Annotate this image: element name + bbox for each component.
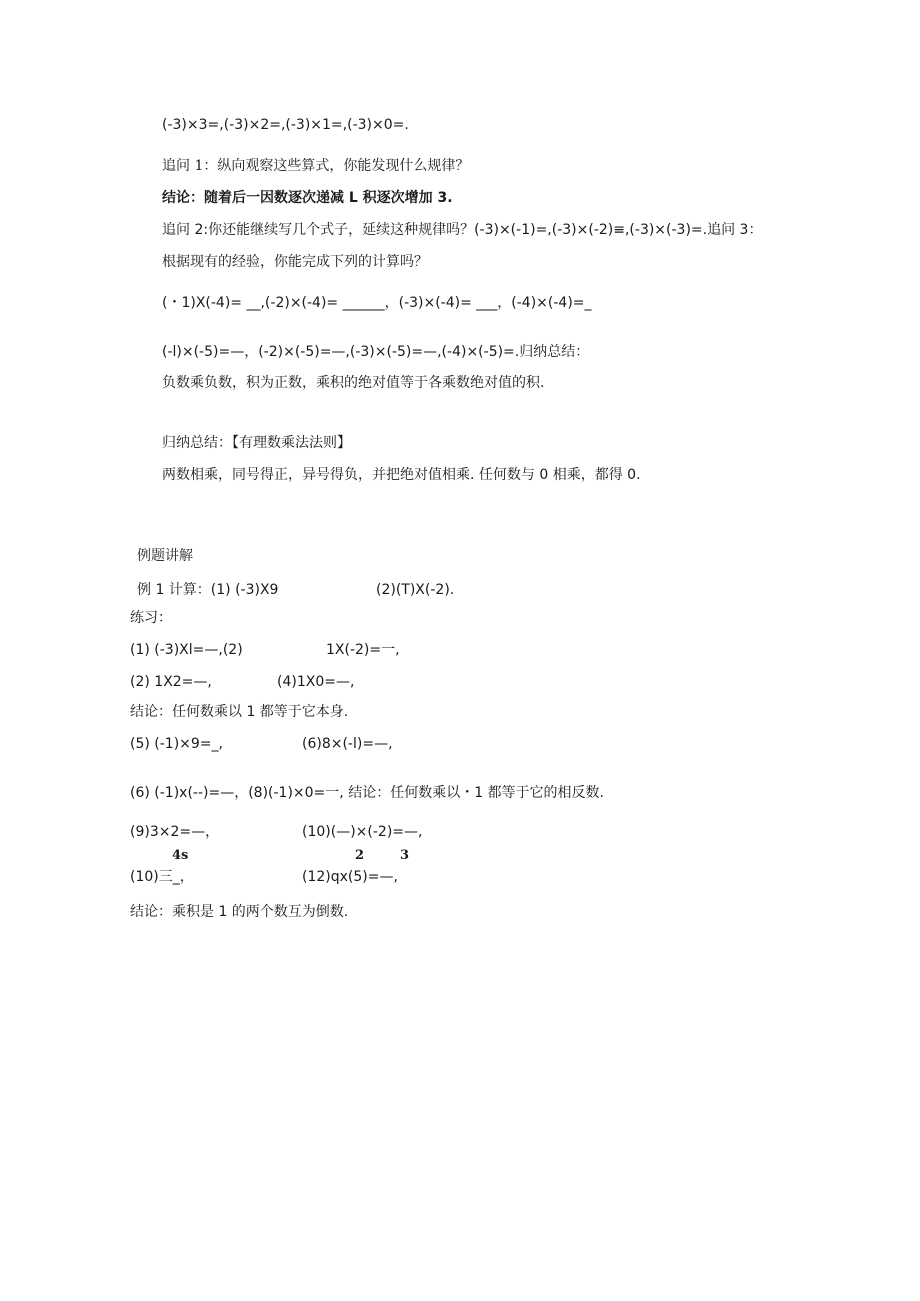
rule-negative-times-negative: 负数乘负数，积为正数，乘积的绝对值等于各乘数绝对值的积. [162,375,545,391]
practice-5: (5) (-1)×9=_, [130,736,223,752]
conclusion-1: 结论：随着后一因数逐次递减 L 积逐次增加 3. [162,190,453,206]
follow-up-question-3: 根据现有的经验，你能完成下列的计算吗？ [162,254,428,270]
fraction-denominator: 4s [172,848,189,863]
conclusion-reciprocal: 结论：乘积是 1 的两个数互为倒数. [130,904,349,920]
summary-heading: 归纳总结：【有理数乘法法则】 [162,435,351,451]
practice-6: (6)8×(-l)=—, [302,736,393,752]
fraction-denominator: 3 [400,848,410,863]
follow-up-question-2: 追问 2:你还能继续写几个式子，延续这种规律吗？(-3)×(-1)=,(-3)×(-2)≡,(-3)×(-3)=.追问 3： [162,222,763,238]
practice-heading: 练习： [130,610,172,626]
exercise-line-1: (・1)X(-4)= __,(-2)×(-4)= ______，(-3)×(-4)= ___，(-4)×(-4)=_ [162,295,592,311]
example-heading: 例题讲解 [137,548,193,564]
practice-12: (12)qx(5)=—, [302,869,398,885]
practice-9: (9)3×2=—， [130,824,220,840]
multiplication-rule: 两数相乘，同号得正，异号得负，并把绝对值相乘. 任何数与 0 相乘，都得 0. [162,467,641,483]
practice-3: (2) 1X2=—, [130,674,212,690]
practice-7-8-conclusion: (6) (-1)x(--)=—，(8)(-1)×0=一, 结论：任何数乘以・1 都等于它的相反数. [130,785,604,801]
example-1-part-1: 例 1 计算：(1) (-3)X9 [137,582,279,598]
practice-1: (1) (-3)Xl=—,(2) [130,642,243,658]
practice-4: (4)1X0=—, [277,674,355,690]
practice-11: (10)三_， [130,869,194,885]
exercise-line-2: (-l)×(-5)=—，(-2)×(-5)=—,(-3)×(-5)=—,(-4)×(-5)=.归纳总结： [162,344,590,360]
fraction-denominator: 2 [355,848,365,863]
practice-2: 1X(-2)=一, [326,642,400,658]
example-1-part-2: (2)(T)X(-2). [376,582,455,598]
equation-line-1: (-3)×3=,(-3)×2=,(-3)×1=,(-3)×0=. [162,117,409,133]
follow-up-question-1: 追问 1：纵向观察这些算式，你能发现什么规律？ [162,158,470,174]
practice-10: (10)(—)×(-2)=—, [302,824,423,840]
conclusion-identity: 结论：任何数乘以 1 都等于它本身. [130,704,349,720]
